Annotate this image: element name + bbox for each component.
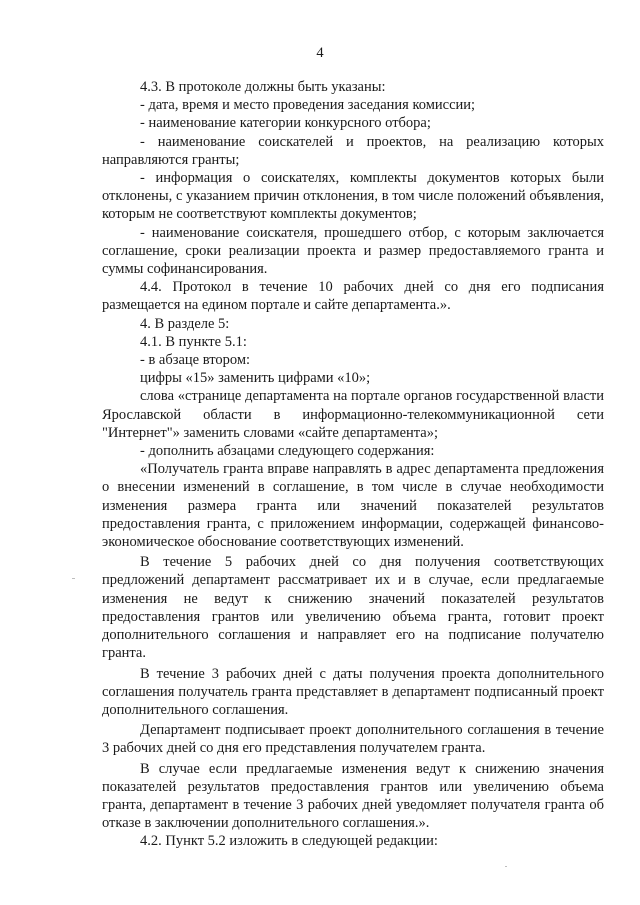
scan-speck [505, 866, 507, 867]
paragraph-refusal: В случае если предлагаемые изменения ведут к снижению значения показателей результатов предоставления грантов или увеличению объема гранта, департамент в течение 3 рабочих дней уведомляет получателя гранта об отказе в заключении дополнительного соглашения.». [102, 760, 604, 832]
paragraph-4-2: 4.2. Пункт 5.2 изложить в следующей редакции: [140, 833, 438, 850]
document-body [102, 78, 604, 851]
paragraph-department-signs: Департамент подписывает проект дополнительного соглашения в течение 3 рабочих дней со дня его представления получателем гранта. [102, 722, 604, 757]
paragraph-4-3-heading: 4.3. В протоколе должны быть указаны: [140, 79, 386, 95]
list-item-selected-applicant: - наименование соискателя, прошедшего отбор, с которым заключается соглашение, сроки реализации проекта и размер предоставляемого гранта и суммы софинансирования. [102, 224, 604, 278]
paragraph-digits-replace: цифры «15» заменить цифрами «10»; [140, 370, 371, 387]
page-number: 4 [316, 45, 324, 61]
paragraph-grant-recipient-rights: «Получатель гранта вправе направлять в адрес департамента предложения о внесении изменений в соглашение, в том числе в случае необходимости изменения размера гранта или значений показателей результатов предоставления гранта, с приложением информации, содержащей финансово-экономическое обоснование соответствующих изменений. [102, 461, 604, 551]
scan-speck [72, 578, 75, 579]
paragraph-second-indent: - в абзаце втором: [140, 352, 251, 369]
paragraph-4-4: 4.4. Протокол в течение 10 рабочих дней со дня его подписания размещается на едином портале и сайте департамента.». [102, 279, 604, 314]
paragraph-add-indents: - дополнить абзацами следующего содержания: [140, 443, 435, 460]
list-item-rejected-applicants: - информация о соискателях, комплекты документов которых были отклонены, с указанием причин отклонения, в том числе положений объявления, которым не соответствуют комплекты документов; [102, 170, 604, 223]
paragraph-five-days: В течение 5 рабочих дней со дня получения соответствующих предложений департамент рассматривает их и в случае, если предлагаемые изменения не ведут к снижению значений показателей результатов предоставления грантов или увеличению объема гранта, готовит проект дополнительного соглашения и направляет его на подписание получателю гранта. [102, 554, 604, 662]
paragraph-words-replace: слова «странице департамента на портале органов государственной власти Ярославской области в информационно-телекоммуникационной сети "Интернет"» заменить словами «сайте департамента»; [102, 388, 604, 441]
list-item-category: - наименование категории конкурсного отбора; [140, 115, 431, 132]
list-item-applicants-projects: - наименование соискателей и проектов, на реализацию которых направляются гранты; [102, 133, 604, 168]
paragraph-three-days-recipient: В течение 3 рабочих дней с даты получения проекта дополнительного соглашения получатель гранта представляет в департамент подписанный проект дополнительного соглашения. [102, 665, 604, 718]
paragraph-4-1: 4.1. В пункте 5.1: [140, 333, 247, 350]
list-item-date-time-place: - дата, время и место проведения заседания комиссии; [140, 97, 476, 114]
paragraph-section-5: 4. В разделе 5: [140, 315, 230, 332]
